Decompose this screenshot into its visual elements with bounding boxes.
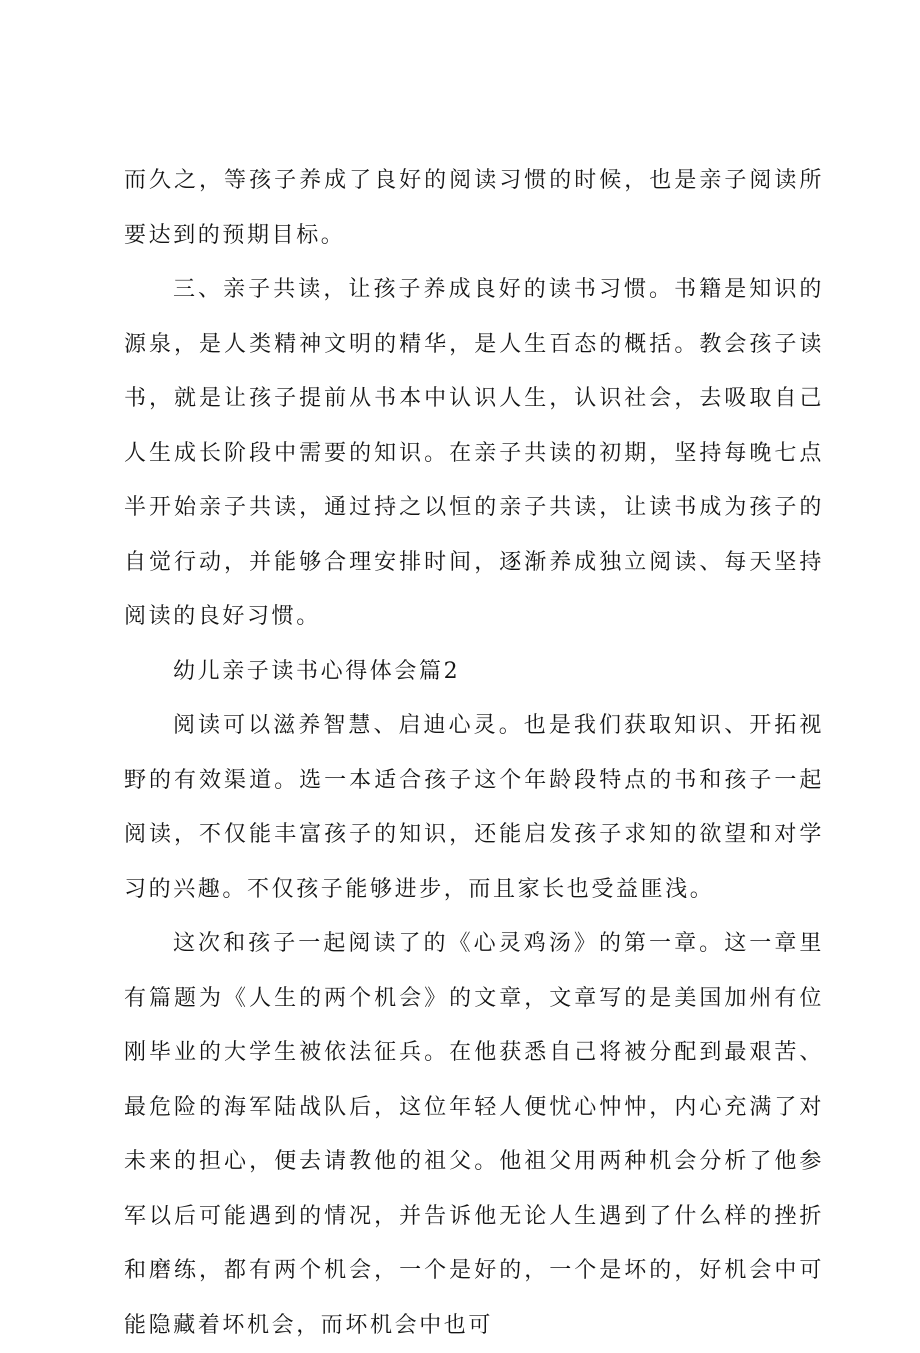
document-page xyxy=(124,154,824,1353)
section-heading: 幼儿亲子读书心得体会篇2 xyxy=(173,658,461,684)
paragraph-reading-benefits: 阅读可以滋养智慧、启迪心灵。也是我们获取知识、开拓视野的有效渠道。选一本适合孩子这个年龄段特点的书和孩子一起阅读，不仅能丰富孩子的知识，还能启发孩子求知的欲望和对学习的兴趣。不仅孩子能够进步，而且家长也受益匪浅。 xyxy=(124,713,824,902)
paragraph-continuation: 而久之，等孩子养成了良好的阅读习惯的时候，也是亲子阅读所要达到的预期目标。 xyxy=(124,168,824,248)
paragraph-reading-habits: 三、亲子共读，让孩子养成良好的读书习惯。书籍是知识的源泉，是人类精神文明的精华，是人生百态的概括。教会孩子读书，就是让孩子提前从书本中认识人生，认识社会，去吸取自己人生成长阶段中需要的知识。在亲子共读的初期，坚持每晚七点半开始亲子共读，通过持之以恒的亲子共读，让读书成为孩子的自觉行动，并能够合理安排时间，逐渐养成独立阅读、每天坚持阅读的良好习惯。 xyxy=(124,277,824,629)
paragraph-story: 这次和孩子一起阅读了的《心灵鸡汤》的第一章。这一章里有篇题为《人生的两个机会》的文章，文章写的是美国加州有位刚毕业的大学生被依法征兵。在他获悉自己将被分配到最艰苦、最危险的海军陆战队后，这位年轻人便忧心忡忡，内心充满了对未来的担心，便去请教他的祖父。他祖父用两种机会分析了他参军以后可能遇到的情况，并告诉他无论人生遇到了什么样的挫折和磨练，都有两个机会，一个是好的，一个是坏的，好机会中可能隐藏着坏机会，而坏机会中也可 xyxy=(124,931,824,1338)
